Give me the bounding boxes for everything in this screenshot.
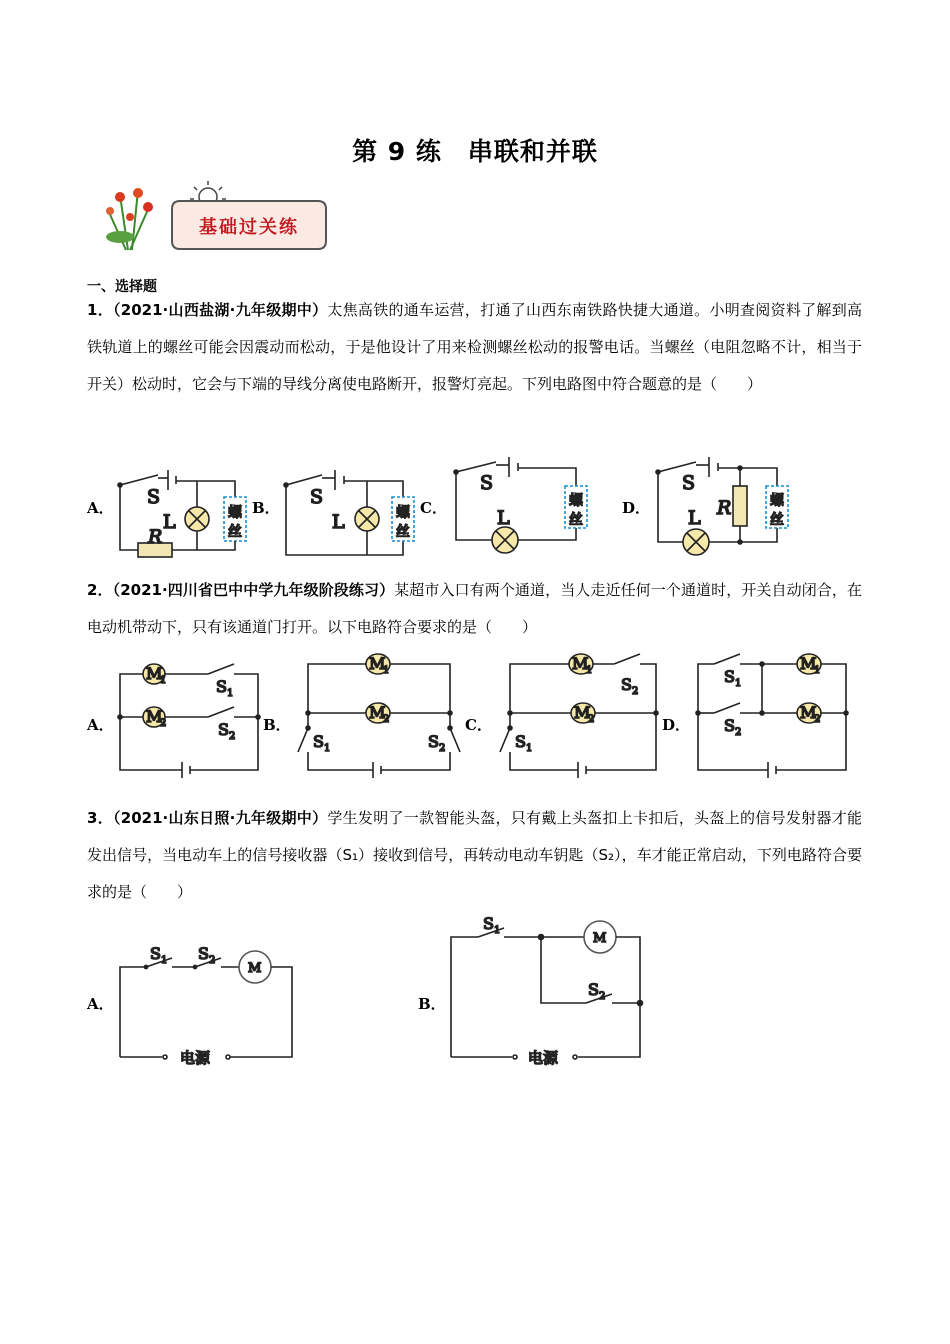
svg-text:M: M — [146, 707, 163, 726]
svg-text:M: M — [248, 961, 262, 976]
svg-text:1: 1 — [324, 743, 331, 754]
svg-text:S: S — [428, 732, 439, 751]
svg-text:M: M — [369, 703, 386, 722]
svg-text:M: M — [593, 931, 607, 946]
svg-text:2: 2 — [229, 731, 236, 742]
svg-text:S: S — [621, 675, 632, 694]
svg-text:电源: 电源 — [528, 1049, 559, 1067]
svg-text:S: S — [150, 944, 161, 963]
svg-text:M: M — [572, 654, 589, 673]
svg-text:L: L — [163, 511, 176, 533]
svg-text:S: S — [198, 944, 209, 963]
q1-circuit-b — [284, 470, 414, 555]
svg-text:S: S — [218, 720, 229, 739]
svg-text:螺: 螺 — [396, 505, 410, 521]
q2-option-a[interactable]: A． — [87, 716, 114, 734]
svg-text:电源: 电源 — [180, 1049, 211, 1067]
question-3: 3．（2021·山东日照·九年级期中）学生发明了一款智能头盔，只有戴上头盔扣上卡扣后，头盔上的信号发射器才能发出信号，当电动车上的信号接收器（S₁）接收到信号，再转动电动车钥匙（S₂），车才能正常启动，下列电路符合要求的是（ ） — [87, 809, 863, 901]
svg-text:S: S — [724, 667, 735, 686]
svg-text:2: 2 — [209, 955, 216, 966]
q3-option-a[interactable]: A． — [87, 995, 114, 1013]
svg-text:L: L — [497, 507, 510, 529]
svg-text:L: L — [332, 511, 345, 533]
q2-option-c[interactable]: C． — [465, 716, 492, 734]
svg-text:S: S — [682, 472, 696, 494]
svg-text:2: 2 — [735, 727, 742, 738]
svg-text:2: 2 — [632, 686, 639, 697]
svg-text:1: 1 — [814, 665, 821, 676]
svg-text:1: 1 — [586, 665, 593, 676]
svg-text:S: S — [588, 980, 599, 999]
q1-option-d[interactable]: D． — [622, 499, 651, 517]
svg-text:S: S — [483, 914, 494, 933]
svg-text:1: 1 — [494, 925, 501, 936]
svg-text:丝: 丝 — [228, 524, 242, 540]
badge-text: 基础过关练 — [199, 217, 299, 238]
svg-text:2: 2 — [439, 743, 446, 754]
svg-text:M: M — [800, 654, 817, 673]
svg-text:1: 1 — [161, 955, 168, 966]
svg-text:2: 2 — [588, 714, 595, 725]
q2-circuit-a — [118, 664, 260, 778]
svg-text:R: R — [148, 526, 163, 548]
svg-text:1: 1 — [735, 678, 742, 689]
svg-text:M: M — [800, 703, 817, 722]
svg-text:M: M — [369, 654, 386, 673]
question-1: 1．（2021·山西盐湖·九年级期中）太焦高铁的通车运营，打通了山西东南铁路快捷大通道。小明查阅资料了解到高铁轨道上的螺丝可能会因震动而松动，于是他设计了用来检测螺丝松动的报警电话。当螺丝（电阻忽略不计，相当于开关）松动时，它会与下端的导线分离使电路断开，报警灯亮起。下列电路图中符合题意的是（ ） — [87, 301, 863, 393]
svg-text:螺: 螺 — [228, 505, 242, 521]
q2-option-d[interactable]: D． — [662, 716, 691, 734]
q3-circuit-b — [451, 921, 643, 1059]
q1-circuit-c — [454, 457, 587, 553]
svg-text:S: S — [724, 716, 735, 735]
svg-text:R: R — [717, 497, 732, 519]
q1-circuit-a — [118, 470, 246, 557]
page-title: 第 9 练 串联和并联 — [352, 137, 598, 166]
q1-option-b[interactable]: B． — [252, 499, 280, 517]
svg-text:M: M — [146, 664, 163, 683]
svg-text:螺: 螺 — [569, 493, 583, 509]
svg-text:S: S — [313, 732, 324, 751]
q3-option-b[interactable]: B． — [418, 995, 446, 1013]
svg-text:1: 1 — [383, 665, 390, 676]
q1-option-c[interactable]: C． — [420, 499, 447, 517]
svg-text:2: 2 — [599, 991, 606, 1002]
svg-text:2: 2 — [383, 714, 390, 725]
q3-circuit-a — [120, 951, 292, 1059]
section-heading: 一、选择题 — [87, 279, 157, 295]
svg-text:S: S — [480, 472, 494, 494]
svg-text:M: M — [574, 703, 591, 722]
svg-text:1: 1 — [227, 688, 234, 699]
q2-option-b[interactable]: B． — [263, 716, 291, 734]
svg-text:L: L — [688, 507, 701, 529]
q2-circuit-d — [696, 654, 848, 778]
svg-text:2: 2 — [160, 718, 167, 729]
svg-text:螺: 螺 — [770, 493, 784, 509]
svg-text:丝: 丝 — [770, 512, 784, 528]
svg-text:S: S — [216, 677, 227, 696]
svg-text:2: 2 — [814, 714, 821, 725]
svg-text:1: 1 — [160, 675, 167, 686]
svg-text:丝: 丝 — [396, 524, 410, 540]
svg-text:丝: 丝 — [569, 512, 583, 528]
svg-text:S: S — [147, 486, 161, 508]
q1-option-a[interactable]: A． — [87, 499, 114, 517]
svg-text:S: S — [310, 486, 324, 508]
svg-text:1: 1 — [526, 743, 533, 754]
resistor-icon — [733, 486, 747, 526]
svg-text:S: S — [515, 732, 526, 751]
question-2: 2．（2021·四川省巴中中学九年级阶段练习）某超市入口有两个通道，当人走近任何一个通道时，开关自动闭合，在电动机带动下，只有该通道门打开。以下电路符合要求的是（ ） — [87, 581, 862, 636]
